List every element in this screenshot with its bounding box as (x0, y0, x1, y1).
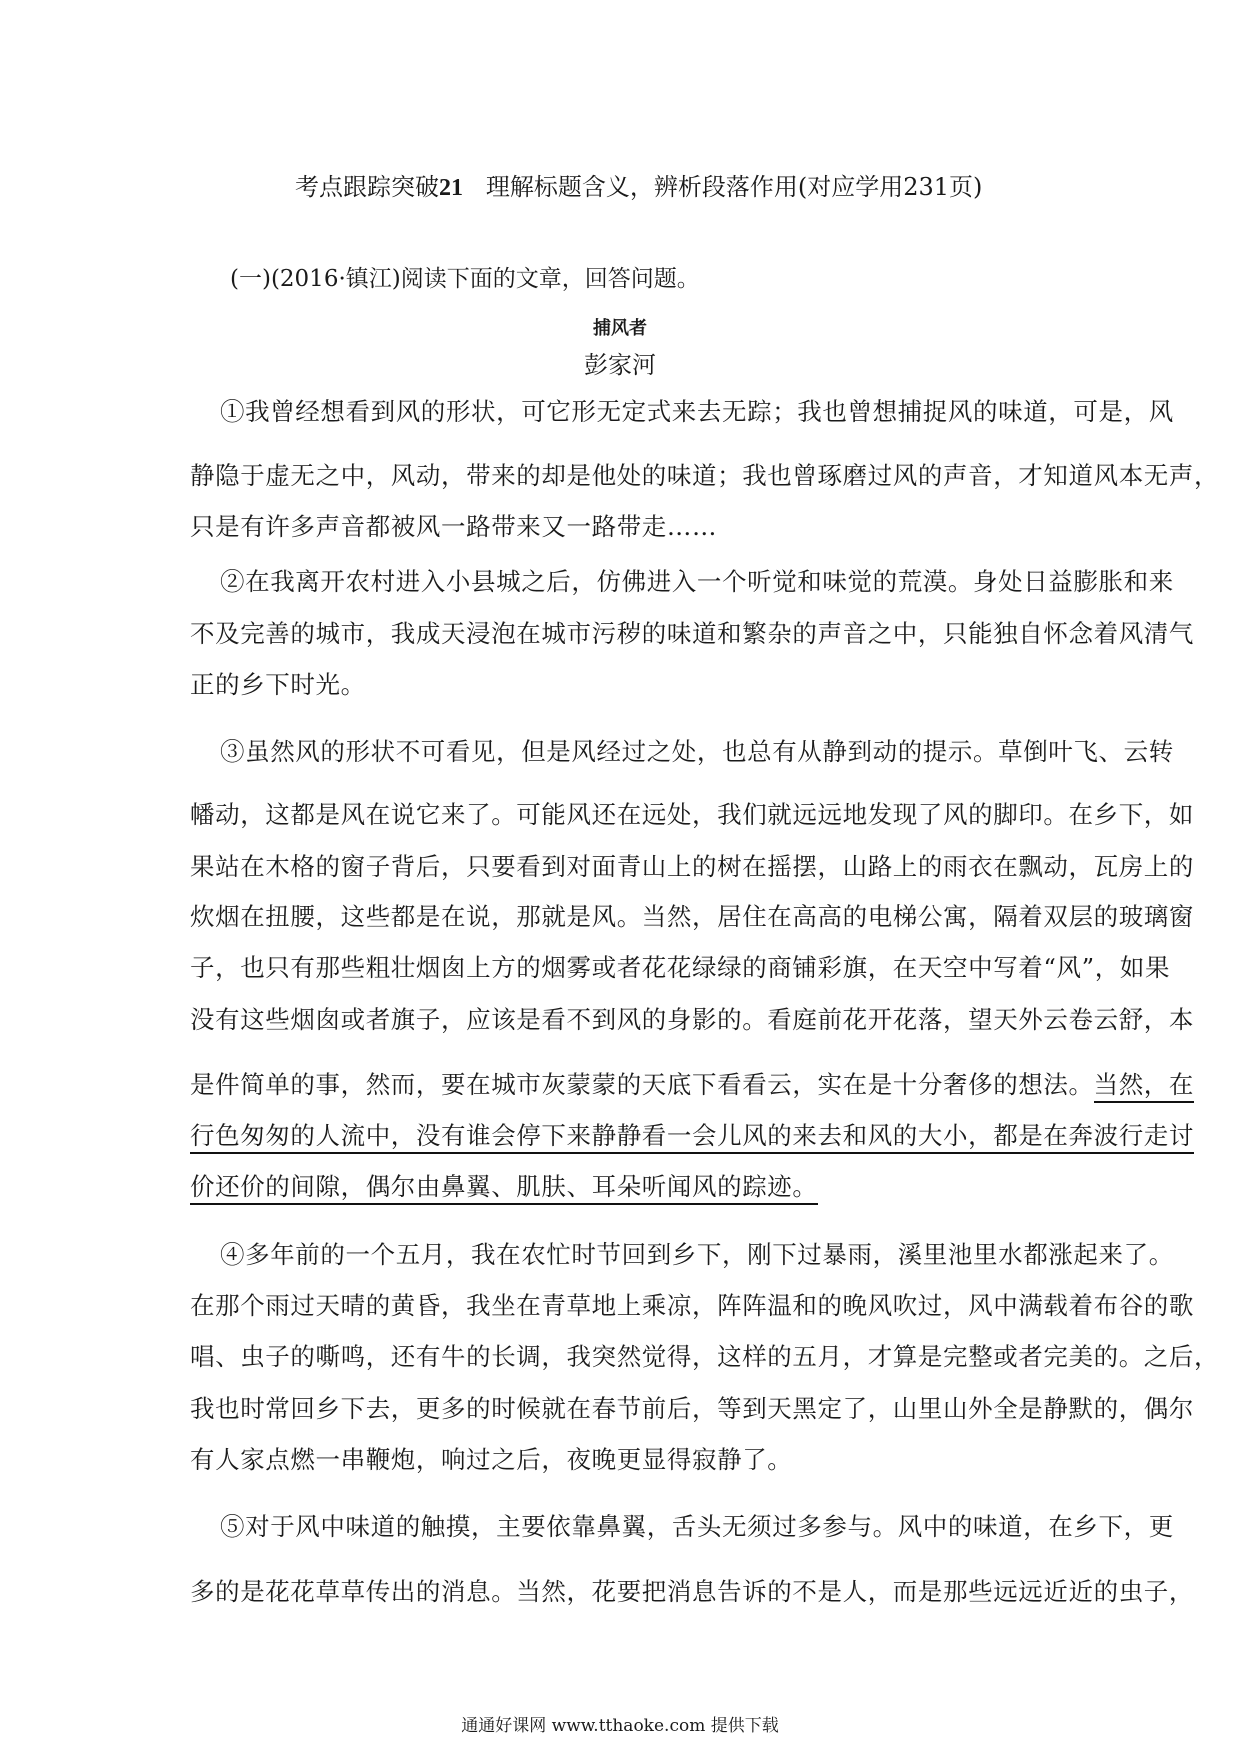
section-intro: (一)(2016·镇江)阅读下面的文章，回答问题。 (230, 266, 700, 292)
paragraph-line: ④多年前的一个五月，我在农忙时节回到乡下，刚下过暴雨，溪里池里水都涨起来了。 (220, 1240, 1174, 1269)
paragraph-line: 有人家点燃一串鞭炮，响过之后，夜晚更显得寂静了。 (190, 1445, 793, 1474)
heading-prefix: 考点跟踪突破 (295, 173, 439, 201)
underlined-text: 价还价的间隙，偶尔由鼻翼、肌肤、耳朵听闻风的踪迹。 (190, 1172, 818, 1205)
paragraph-line: 多的是花花草草传出的消息。当然，花要把消息告诉的不是人，而是那些远远近近的虫子， (190, 1577, 1194, 1606)
paragraph-line: 炊烟在扭腰，这些都是在说，那就是风。当然，居住在高高的电梯公寓，隔着双层的玻璃窗 (190, 902, 1194, 931)
page-heading (295, 170, 1095, 205)
paragraph-line (190, 1068, 1195, 1102)
paragraph-line: 正的乡下时光。 (190, 670, 366, 699)
paragraph-line (190, 1170, 1060, 1204)
article-author: 彭家河 (584, 351, 656, 379)
paragraph-line: 静隐于虚无之中，风动，带来的却是他处的味道；我也曾琢磨过风的声音，才知道风本无声， (190, 461, 1220, 490)
paragraph-line: 不及完善的城市，我成天浸泡在城市污秽的味道和繁杂的声音之中，只能独自怀念着风清气 (190, 619, 1194, 648)
footer-credit: 通通好课网 www.tthaoke.com 提供下载 (461, 1716, 779, 1736)
paragraph-line: ②在我离开农村进入小县城之后，仿佛进入一个听觉和味觉的荒漠。身处日益膨胀和来 (220, 567, 1174, 596)
article-title: 捕风者 (593, 318, 647, 339)
underlined-text: 行色匆匆的人流中，没有谁会停下来静静看一会儿风的来去和风的大小，都是在奔波行走讨 (190, 1121, 1194, 1154)
heading-suffix: 理解标题含义，辨析段落作用(对应学用231页) (485, 173, 983, 201)
paragraph-line: 子，也只有那些粗壮烟囱上方的烟雾或者花花绿绿的商铺彩旗，在天空中写着“风”，如果 (190, 953, 1171, 982)
underlined-text: 当然，在 (1094, 1070, 1194, 1103)
paragraph-line: ①我曾经想看到风的形状，可它形无定式来去无踪；我也曾想捕捉风的味道，可是，风 (220, 397, 1174, 426)
paragraph-line (190, 1119, 1194, 1153)
paragraph-line: 没有这些烟囱或者旗子，应该是看不到风的身影的。看庭前花开花落，望天外云卷云舒，本 (190, 1005, 1194, 1034)
paragraph-line: 果站在木格的窗子背后，只要看到对面青山上的树在摇摆，山路上的雨衣在飘动，瓦房上的 (190, 852, 1194, 881)
heading-number: 21 (439, 175, 463, 201)
paragraph-line: 我也时常回乡下去，更多的时候就在春节前后，等到天黑定了，山里山外全是静默的，偶尔 (190, 1394, 1194, 1423)
paragraph-line: 只是有许多声音都被风一路带来又一路带走…… (190, 512, 718, 541)
paragraph-line: 幡动，这都是风在说它来了。可能风还在远处，我们就远远地发现了风的脚印。在乡下，如 (190, 800, 1194, 829)
paragraph-line: 唱、虫子的嘶鸣，还有牛的长调，我突然觉得，这样的五月，才算是完整或者完美的。之后， (190, 1342, 1220, 1371)
line-text: 是件简单的事，然而，要在城市灰蒙蒙的天底下看看云，实在是十分奢侈的想法。 (190, 1070, 1094, 1099)
paragraph-line: ③虽然风的形状不可看见，但是风经过之处，也总有从静到动的提示。草倒叶飞、云转 (220, 737, 1174, 766)
paragraph-line: ⑤对于风中味道的触摸，主要依靠鼻翼，舌头无须过多参与。风中的味道，在乡下，更 (220, 1512, 1174, 1541)
paragraph-line: 在那个雨过天晴的黄昏，我坐在青草地上乘凉，阵阵温和的晚风吹过，风中满载着布谷的歌 (190, 1291, 1194, 1320)
